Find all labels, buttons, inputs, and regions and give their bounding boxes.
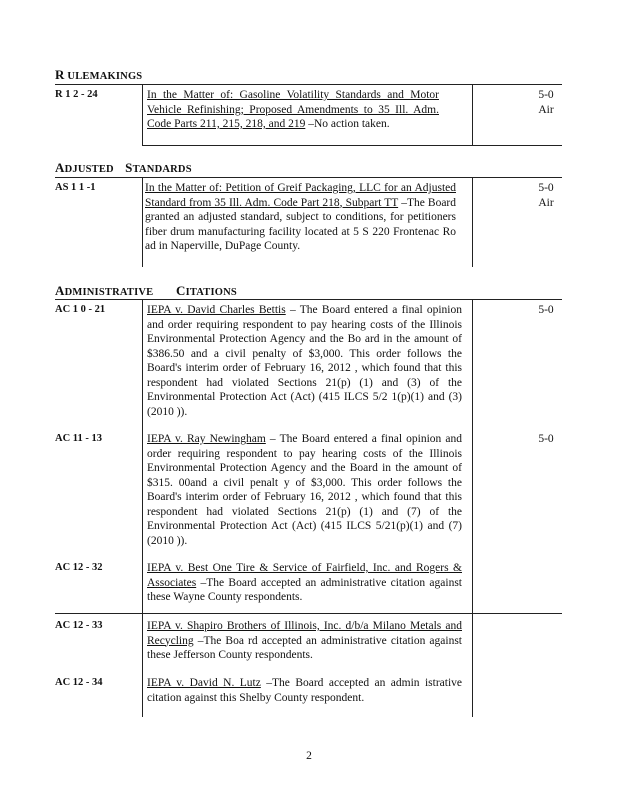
heading-initial: A [55, 160, 65, 175]
entry-description [145, 181, 456, 254]
vote-note: Air [538, 103, 554, 116]
case-title-link[interactable]: IEPA v. Best One Tire & Service of Fairfield, Inc. and Rogers & Associates [147, 562, 462, 589]
entry-text: –No action taken. [305, 118, 390, 130]
table-bottom-rule [142, 145, 562, 146]
case-title-link[interactable]: IEPA v. David N. Lutz [147, 677, 261, 689]
entry-text: – The Board entered a final opinion and order requiring respondent to pay hearing costs of the Illinois Environmental Protection Agency and the Bo ard in the amount of $386.50 and a civil penalty of $3,000. This order follows the Board's interim order of February 16, 2012 , which found that this respondent had violated Sections 21(p) (1) and (3) of the Environmental Protection Act (Act) (415 ILCS 5/2 1(p)(1) and (3) (2010 )). [147, 304, 463, 418]
column-divider [142, 299, 143, 717]
entry-text: –The Board accepted an administrative citation against these Wayne County respondents. [147, 576, 462, 603]
table-top-rule [55, 84, 562, 85]
page-number: 2 [306, 750, 312, 762]
entry-text: –The Boa rd accepted an administrative citation against these Jefferson County respondents. [147, 634, 462, 661]
table-top-rule [55, 177, 562, 178]
column-divider [142, 177, 143, 267]
case-number: AC 12 - 33 [55, 620, 103, 631]
entry-text: – The Board entered a final opinion and order requiring respondent to pay hearing costs of the Illinois Environmental Protection Agency and the Board in the amount of $315. 00and a civil penalt y of $3,000. This order follows the Board's interim order of February 16, 2012 , which found that this respondent had violated Sections 21(p) (1) and (7) of the Environmental Protection Act (Act) (415 ILCS 5/21(p)(1) and (7) (2010 )). [147, 433, 462, 547]
case-title-link[interactable]: In the Matter of: Petition of Greif Packaging, LLC for an Adjusted Standard from 35 Ill. Adm. Code Part 218, Subpart TT [145, 182, 456, 209]
case-title-link[interactable]: In the Matter of: Gasoline Volatility Standards and Motor Vehicle Refinishing; Proposed Amendments to 35 Ill. Adm. Code Parts 211, 215, 218, and 219 [147, 89, 439, 130]
heading-text: TANDARDS [132, 164, 192, 175]
vote-result [526, 303, 566, 318]
section-heading-adjusted-standards [55, 161, 192, 178]
entry-description [147, 561, 462, 605]
section-heading-rulemakings [55, 68, 142, 85]
entry-description [147, 303, 462, 419]
entry-description [147, 676, 462, 705]
column-divider [472, 84, 473, 146]
case-number: R 1 2 - 24 [55, 89, 98, 100]
case-title-link[interactable]: IEPA v. David Charles Bettis [147, 304, 286, 316]
vote-count: 5-0 [538, 89, 554, 101]
vote-count: 5-0 [538, 304, 554, 316]
column-divider [472, 177, 473, 267]
column-divider [472, 299, 473, 717]
case-title-link[interactable]: IEPA v. Ray Newingham [147, 433, 266, 445]
entry-description [147, 88, 439, 132]
heading-text: ULEMAKINGS [67, 71, 143, 82]
table-top-rule [55, 299, 562, 300]
heading-initial: S [125, 160, 133, 175]
case-number: AC 11 - 13 [55, 433, 102, 444]
case-title-link[interactable]: IEPA v. Shapiro Brothers of Illinois, Inc. d/b/a Milano Metals and Recycling [147, 620, 462, 647]
vote-note: Air [538, 196, 554, 209]
vote-result [526, 88, 566, 117]
vote-count: 5-0 [538, 182, 554, 194]
entry-description [147, 432, 462, 548]
case-number: AC 1 0 - 21 [55, 304, 106, 315]
entry-text: –The Board granted an adjusted standard, subject to conditions, for petitioners fiber drum manufacturing facility located at 5 S 220 Frontenac Ro ad in Naperville, DuPage County. [145, 196, 456, 252]
vote-count: 5-0 [538, 433, 554, 445]
heading-text: ITATIONS [185, 287, 237, 298]
entry-description [147, 619, 462, 663]
row-separator-rule [55, 613, 562, 614]
case-number: AS 1 1 -1 [55, 182, 96, 193]
vote-result [526, 181, 566, 210]
case-number: AC 12 - 34 [55, 677, 103, 688]
heading-text: DJUSTED [64, 164, 114, 175]
vote-result [526, 432, 566, 447]
column-divider [142, 84, 143, 146]
heading-text: DMINISTRATIVE [64, 287, 154, 298]
heading-initial: A [55, 283, 65, 298]
case-number: AC 12 - 32 [55, 562, 103, 573]
entry-text: –The Board accepted an admin istrative citation against this Shelby County respondent. [147, 677, 462, 704]
heading-initial: C [175, 283, 186, 298]
heading-initial: R [55, 67, 65, 82]
